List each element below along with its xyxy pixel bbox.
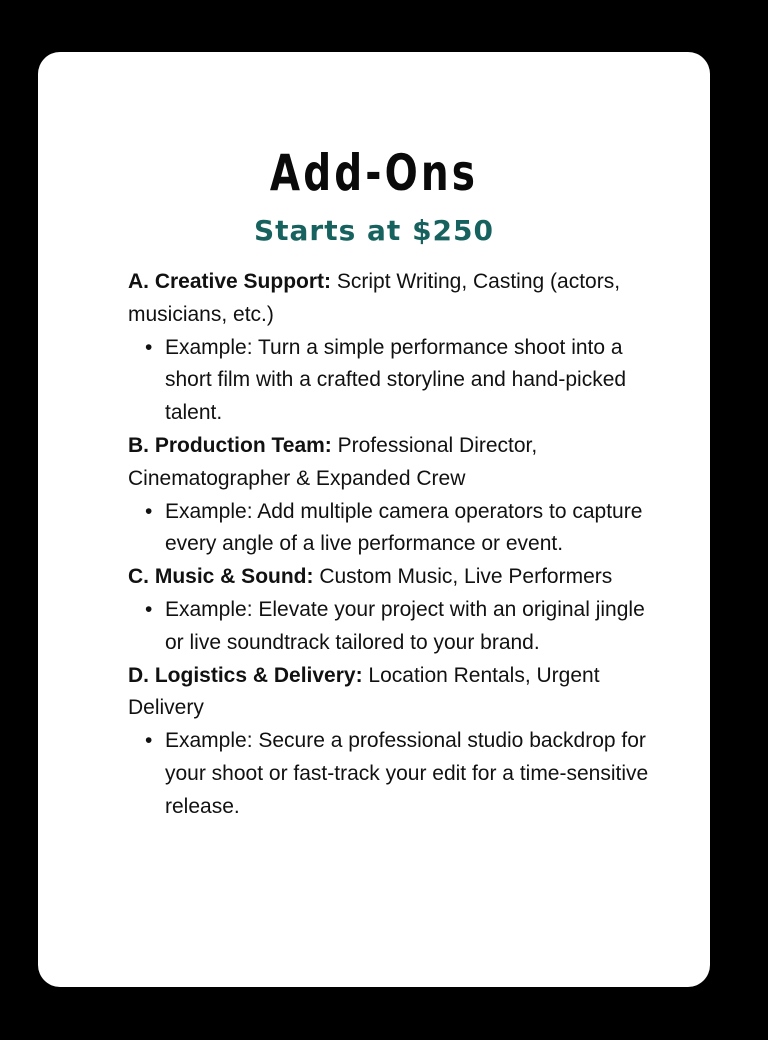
page-title: Add-Ons: [269, 144, 479, 202]
section-heading: B. Production Team:: [128, 433, 332, 457]
price-subtitle: Starts at $250: [253, 214, 494, 247]
example-list: [128, 496, 668, 562]
section-heading: C. Music & Sound:: [128, 565, 314, 589]
section-heading: A. Creative Support:: [128, 270, 332, 293]
example-text: Example: Add multiple camera operators to capture every angle of a live performance or event.: [165, 499, 643, 556]
example-list: [128, 594, 668, 660]
add-ons-card: [38, 52, 710, 987]
section-header: [128, 266, 668, 332]
example-item: [145, 332, 668, 430]
section-creative-support: [128, 266, 668, 430]
bullet-icon: •: [145, 499, 153, 523]
example-text: Example: Secure a professional studio backdrop for your shoot or fast-track your edit for a time-sensitive release.: [165, 729, 649, 818]
section-logistics-delivery: [128, 660, 668, 824]
section-heading: D. Logistics & Delivery:: [128, 663, 363, 687]
section-description: Custom Music, Live Performers: [313, 565, 613, 589]
example-text: Example: Elevate your project with an original jingle or live soundtrack tailored to your brand.: [165, 597, 645, 654]
example-list: [128, 332, 668, 430]
example-item: [145, 725, 668, 823]
example-item: [145, 594, 668, 660]
example-text: Example: Turn a simple performance shoot into a short film with a crafted storyline and hand-picked talent.: [165, 335, 627, 425]
example-list: [128, 725, 668, 823]
add-ons-list: [128, 266, 668, 824]
bullet-icon: •: [145, 729, 153, 753]
section-production-team: [128, 430, 668, 561]
example-item: [145, 496, 668, 562]
section-description: Professional Director, Cinematographer & Expanded Crew: [128, 433, 538, 490]
section-description: Location Rentals, Urgent Delivery: [128, 663, 600, 720]
section-description: Script Writing, Casting (actors, musicians, etc.): [128, 270, 621, 326]
bullet-icon: •: [145, 335, 153, 359]
section-header: [128, 430, 668, 496]
section-header: [128, 660, 668, 726]
section-music-sound: [128, 561, 668, 659]
bullet-icon: •: [145, 597, 153, 621]
section-header: [128, 561, 668, 594]
